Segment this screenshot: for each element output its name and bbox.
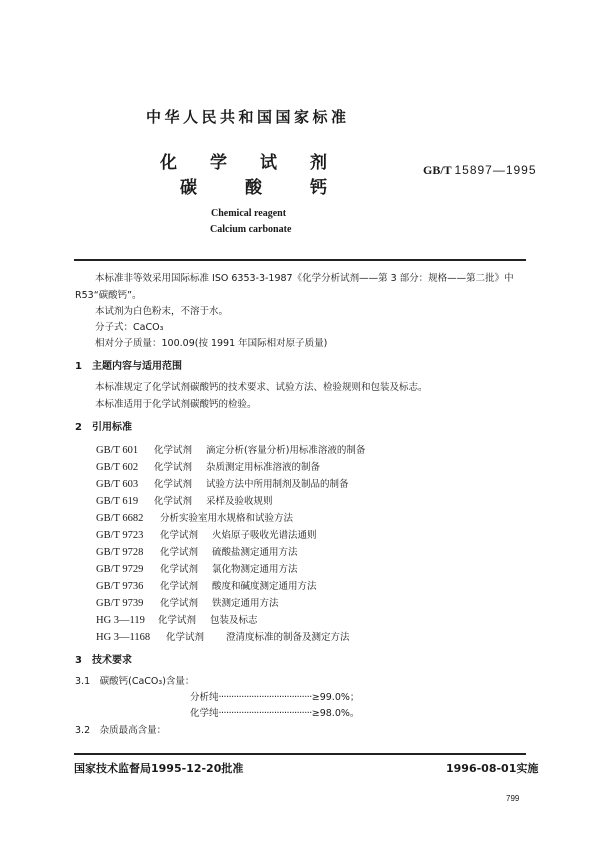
reference-item (96, 510, 293, 524)
title-char: 剂 (310, 153, 327, 173)
intro-line1: 本标准非等效采用国际标准 ISO 6353-3-1987《化学分析试剂——第 3 部分：规格——第二批》中 (95, 273, 514, 284)
reference-item (96, 629, 350, 643)
reference-title: 火焰原子吸收光谱法通则 (212, 530, 317, 541)
reference-title: 滴定分析(容量分析)用标准溶液的制备 (206, 445, 366, 456)
reference-title: 采样及验收规则 (206, 496, 273, 507)
reference-item (96, 561, 298, 575)
reference-title: 包装及标志 (210, 615, 258, 626)
section3-heading: 3 技术要求 (75, 655, 132, 666)
reference-category: 化学试剂 (166, 632, 205, 643)
reference-item (96, 595, 279, 609)
reference-code: HG 3—1168 (96, 632, 151, 643)
reference-code: GB/T 9729 (96, 564, 144, 575)
grade-name: 分析纯 (190, 692, 219, 703)
reference-category: 化学试剂 (160, 547, 199, 558)
reference-item (96, 612, 258, 626)
reference-item (96, 459, 320, 473)
standard-number-value: 15897—1995 (454, 163, 537, 177)
title-char: 试 (260, 153, 277, 173)
intro-molecular-mass: 相对分子质量：100.09(按 1991 年国际相对原子质量) (95, 338, 328, 349)
reference-item (96, 578, 317, 592)
reference-category: 化学试剂 (154, 479, 193, 490)
reference-title: 澄清度标准的制备及测定方法 (226, 632, 350, 643)
section1-heading: 1 主题内容与适用范围 (75, 361, 182, 372)
grade-row-analytical (190, 689, 359, 703)
reference-code: GB/T 602 (96, 462, 139, 473)
title-char: 碳 (180, 178, 197, 198)
grade-row-chemical (190, 705, 359, 719)
reference-category: 化学试剂 (154, 445, 193, 456)
reference-item (96, 493, 273, 507)
reference-item (96, 476, 349, 490)
section3-item2: 3.2 杂质最高含量： (75, 725, 167, 736)
reference-category: 化学试剂 (154, 496, 193, 507)
grade-value: ≥98.0%。 (311, 708, 360, 719)
reference-item (96, 544, 298, 558)
leader-dots: ····································· (218, 692, 312, 703)
reference-category: 化学试剂 (160, 564, 199, 575)
country-standard-heading: 中华人民共和国国家标准 (146, 108, 350, 126)
reference-title: 氯化物测定通用方法 (212, 564, 298, 575)
chinese-title-line1 (160, 148, 360, 173)
reference-title: 试验方法中所用制剂及制品的制备 (206, 479, 349, 490)
reference-title: 铁测定通用方法 (212, 598, 279, 609)
english-title-line1: Chemical reagent (211, 208, 287, 219)
section2-heading: 2 引用标准 (75, 422, 132, 433)
reference-code: GB/T 9723 (96, 530, 144, 541)
reference-category: 化学试剂 (160, 581, 199, 592)
reference-code: GB/T 9739 (96, 598, 144, 609)
title-char: 酸 (245, 178, 262, 198)
reference-item (96, 527, 317, 541)
standard-prefix: GB/T (423, 163, 452, 177)
reference-title: 硫酸盐测定通用方法 (212, 547, 298, 558)
reference-code: HG 3—119 (96, 615, 145, 626)
reference-code: GB/T 6682 (96, 513, 144, 524)
leader-dots: ····································· (218, 708, 312, 719)
reference-item (96, 442, 365, 456)
intro-formula: 分子式：CaCO₃ (95, 322, 164, 333)
grade-name: 化学纯 (190, 708, 219, 719)
reference-code: GB/T 603 (96, 479, 139, 490)
approval-line: 国家技术监督局1995-12-20批准 (74, 762, 244, 775)
reference-code: GB/T 9728 (96, 547, 144, 558)
reference-title: 酸度和碱度测定通用方法 (212, 581, 317, 592)
intro-line2: R53“碳酸钙”。 (75, 290, 142, 301)
reference-category: 化学试剂 (154, 462, 193, 473)
title-char: 钙 (310, 178, 327, 198)
page-number: 799 (506, 794, 520, 803)
implementation-date: 1996-08-01实施 (446, 762, 539, 775)
reference-code: GB/T 9736 (96, 581, 144, 592)
section1-para1: 本标准规定了化学试剂碳酸钙的技术要求、试验方法、检验规则和包装及标志。 (95, 382, 428, 393)
title-char: 学 (210, 153, 227, 173)
bottom-rule-divider (74, 753, 526, 755)
reference-category: 化学试剂 (160, 530, 199, 541)
standard-number (423, 163, 537, 178)
reference-code: GB/T 601 (96, 445, 139, 456)
reference-title: 杂质测定用标准溶液的制备 (206, 462, 321, 473)
reference-title: 分析实验室用水规格和试验方法 (160, 513, 294, 524)
grade-value: ≥99.0%； (311, 692, 360, 703)
section1-para2: 本标准适用于化学试剂碳酸钙的检验。 (95, 399, 257, 410)
title-char: 化 (160, 153, 177, 173)
reference-category: 化学试剂 (160, 598, 199, 609)
chinese-title-line2 (180, 173, 375, 198)
intro-description: 本试剂为白色粉末，不溶于水。 (95, 306, 229, 317)
reference-code: GB/T 619 (96, 496, 139, 507)
english-title-line2: Calcium carbonate (210, 224, 292, 235)
top-rule-divider (74, 259, 526, 261)
reference-category: 化学试剂 (158, 615, 197, 626)
section3-item1: 3.1 碳酸钙(CaCO₃)含量： (75, 676, 195, 687)
